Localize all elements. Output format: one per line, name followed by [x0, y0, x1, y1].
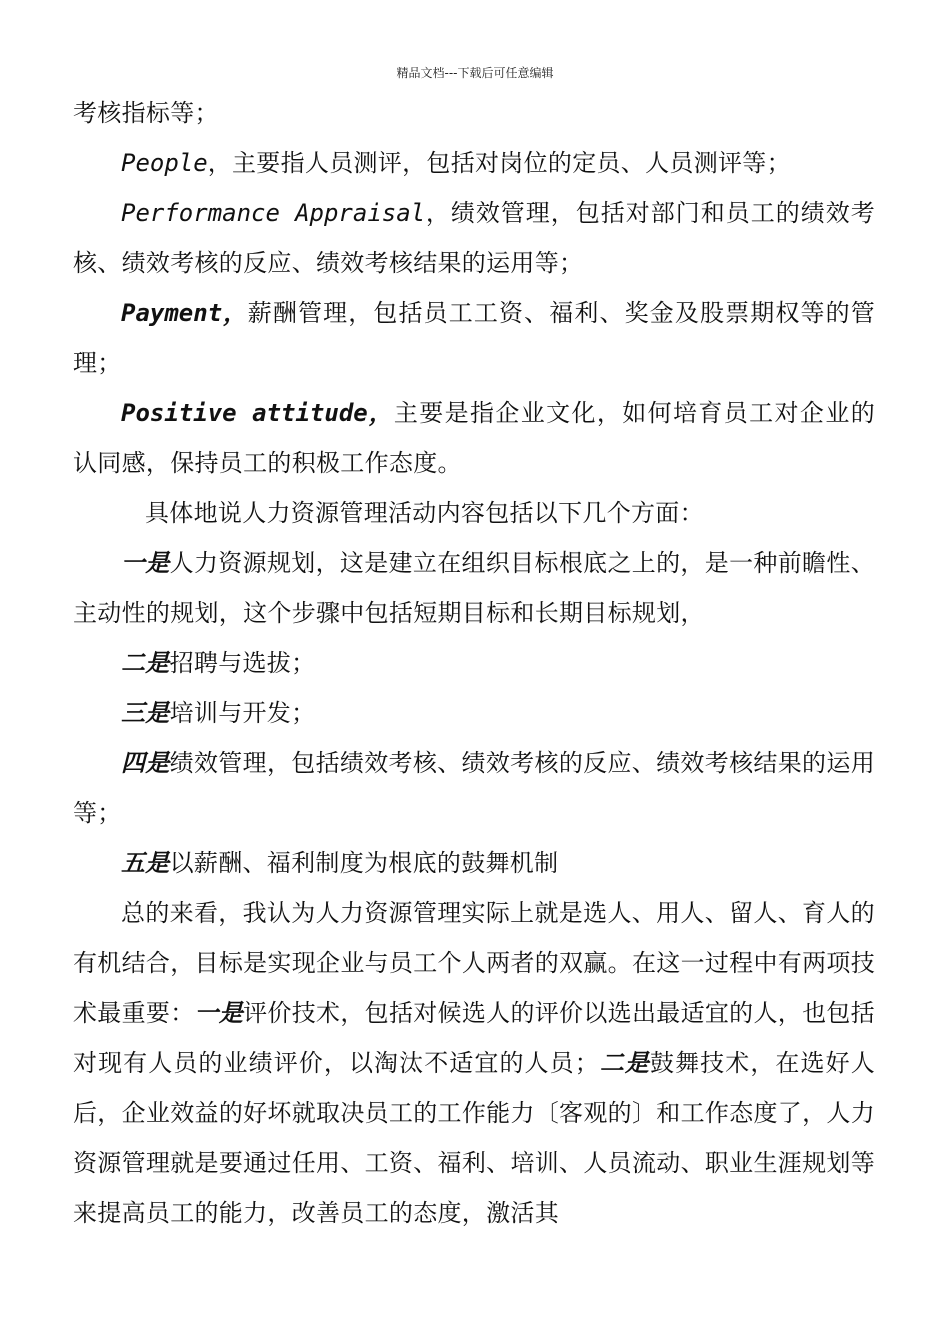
paragraph-text: 主要是指企业文化，如何培育员工对企业的认同感，保持员工的积极工作态度。	[73, 399, 875, 477]
paragraph-positive-attitude	[73, 388, 875, 488]
paragraph-item-4	[73, 738, 875, 838]
paragraph-text: 招聘与选拔；	[169, 649, 316, 677]
term-payment: Payment，	[121, 299, 248, 327]
paragraph-item-3	[73, 688, 875, 738]
paragraph-performance-appraisal	[73, 188, 875, 288]
paragraph-text: 鼓舞技术，在选好人后，企业效益的好坏就取决员工的工作能力〔客观的〕和工作态度了，人力资源管理就是要通过任用、工资、福利、培训、人员流动、职业生涯规划等来提高员工的能力，改善员工的态度，激活其	[73, 1049, 875, 1227]
ordinal-label: 一是	[194, 998, 244, 1027]
ordinal-label: 三是	[121, 698, 170, 727]
term-positive-attitude: Positive attitude，	[121, 399, 394, 427]
paragraph-item-1	[73, 538, 875, 638]
paragraph-text: 总的来看，我认为人力资源管理实际上就是选人、用人、留人、育人的有机结合，目标是实现企业与员工个人两者的双赢。在这一过程中有两项技术最重要：	[73, 899, 875, 1027]
document-body	[73, 88, 875, 1238]
paragraph-item-2	[73, 638, 875, 688]
ordinal-label: 二是	[121, 648, 170, 677]
paragraph-text: 人力资源规划，这是建立在组织目标根底之上的，是一种前瞻性、主动性的规划，这个步骤中包括短期目标和长期目标规划，	[73, 549, 875, 627]
paragraph-text: 以薪酬、福利制度为根底的鼓舞机制	[169, 849, 559, 877]
paragraph-text: 具体地说人力资源管理活动内容包括以下几个方面：	[145, 499, 704, 527]
term-people: People	[121, 149, 208, 177]
paragraph-text: 绩效管理，包括绩效考核、绩效考核的反应、绩效考核结果的运用等；	[73, 749, 875, 827]
ordinal-label: 一是	[121, 548, 170, 577]
paragraph-payment	[73, 288, 875, 388]
paragraph-text: 评价技术，包括对候选人的评价以选出最适宜的人，也包括对现有人员的业绩评价，以淘汰不适宜的人员；	[73, 999, 875, 1077]
paragraph-text: ，主要指人员测评，包括对岗位的定员、人员测评等；	[207, 149, 791, 177]
ordinal-label: 四是	[121, 748, 170, 777]
paragraph-summary	[73, 888, 875, 1238]
paragraph-text: 考核指标等；	[73, 99, 219, 127]
ordinal-label: 五是	[121, 848, 170, 877]
paragraph-text: 薪酬管理，包括员工工资、福利、奖金及股票期权等的管理；	[73, 299, 875, 377]
term-performance-appraisal: Performance Appraisal	[121, 199, 426, 227]
paragraph-text: 培训与开发；	[169, 699, 316, 727]
paragraph-activities-intro	[73, 488, 875, 538]
paragraph-people	[73, 138, 875, 188]
paragraph-text: ，绩效管理，包括对部门和员工的绩效考核、绩效考核的反应、绩效考核结果的运用等；	[73, 199, 876, 277]
page-header: 精品文档---下载后可任意编辑	[396, 66, 554, 80]
paragraph-continuation	[73, 88, 875, 138]
ordinal-label: 二是	[599, 1048, 650, 1077]
paragraph-item-5	[73, 838, 875, 888]
